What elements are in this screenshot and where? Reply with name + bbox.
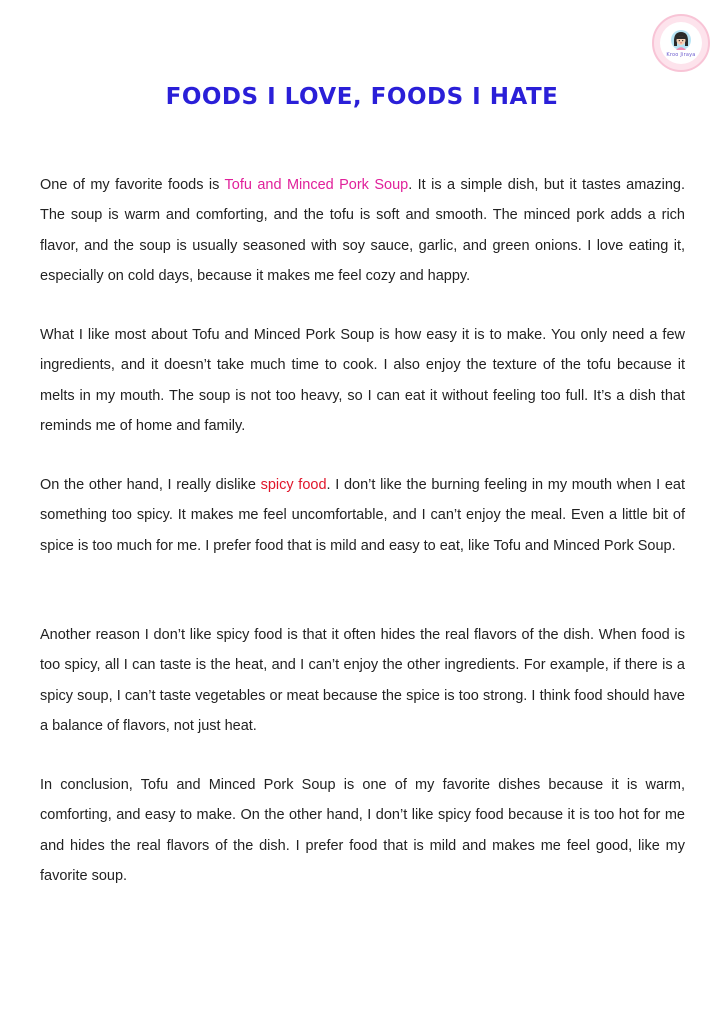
highlight-favorite-food: Tofu and Minced Pork Soup xyxy=(224,177,409,193)
paragraph-favorite-food xyxy=(40,170,685,291)
logo-badge xyxy=(652,14,710,72)
paragraph-disliked-food xyxy=(40,470,685,561)
logo-label: Kroo Jiraya xyxy=(666,51,696,58)
paragraph-text: On the other hand, I really dislike xyxy=(40,477,261,493)
page-title: FOODS I LOVE, FOODS I HATE xyxy=(165,84,559,110)
girl-avatar-icon xyxy=(670,29,692,51)
paragraph-text: . I don’t like the burning feeling in my mouth when I eat something too spicy. It makes me feel uncomfortable, and I can’t enjoy the meal. Even a little bit of spice is too much for me. I prefer food that is mild and easy to eat, like Tofu and Minced Pork Soup. xyxy=(40,477,685,554)
paragraph-conclusion: In conclusion, Tofu and Minced Pork Soup is one of my favorite dishes because it is warm, comforting, and easy to make. On the other hand, I don’t like spicy food because it is too hot for me and hides the real flavors of the dish. I prefer food that is mild and makes me feel good, like my favorite soup. xyxy=(40,777,685,884)
paragraph-another-reason: Another reason I don’t like spicy food is that it often hides the real flavors of the dish. When food is too spicy, all I can taste is the heat, and I can’t enjoy the other ingredients. For example, if there is a spicy soup, I can’t taste vegetables or meat because the spice is too strong. I think food should have a balance of flavors, not just heat. xyxy=(40,627,685,734)
logo-inner xyxy=(660,22,702,64)
paragraph-text: . It is a simple dish, but it tastes amazing. The soup is warm and comforting, and the tofu is soft and smooth. The minced pork adds a rich flavor, and the soup is usually seasoned with soy sauce, garlic, and green onions. I love eating it, especially on cold days, because it makes me feel cozy and happy. xyxy=(40,177,685,284)
paragraph-text: One of my favorite foods is xyxy=(40,177,225,193)
paragraph-why-like: What I like most about Tofu and Minced Pork Soup is how easy it is to make. You only need a few ingredients, and it doesn’t take much time to cook. I also enjoy the texture of the tofu because it melts in my mouth. The soup is not too heavy, so I can eat it without feeling too full. It’s a dish that reminds me of home and family. xyxy=(40,327,685,434)
highlight-disliked-food: spicy food xyxy=(260,477,327,493)
